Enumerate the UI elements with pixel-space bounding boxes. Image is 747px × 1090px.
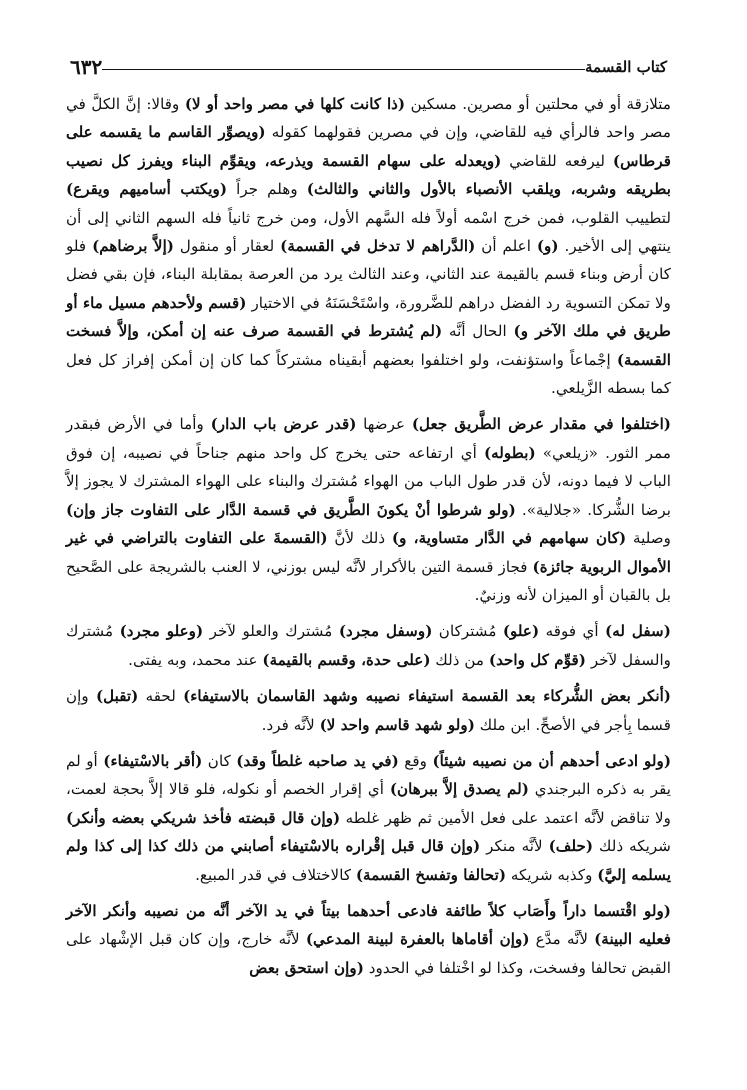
paragraph	[66, 897, 671, 982]
commentary-text: أو لم يقر به ذكره البرجندي	[66, 751, 671, 799]
commentary-text: أي ارتفاعه حتى يخرج كل واحد منهم جناحاً في نصيبه، إن فوق الباب لا فيما دونه، لأن قدر طول الباب من الهواء مُشترك والبناء على الهواء المشترك لا يجوز إلاَّ برضا الشُّركا. «جلالية».	[66, 443, 671, 519]
commentary-text: لأنَّه مدَّع	[529, 930, 595, 949]
bold-matn-text: (لم يُشترط في القسمة صرف عنه إن أمكن، وإلاَّ فسخت القسمة)	[66, 322, 671, 369]
commentary-text: أي إقرار الخصم أو نكوله، فلو قالا إلاَّ بحجة لعمت، ولا تناقض لأنَّه اعتمد على فعل الأمين ثم ظهر غلطه	[66, 780, 671, 827]
header-rule	[102, 69, 585, 70]
bold-matn-text: (قدر عرض باب الدار)	[210, 415, 357, 434]
paragraph	[66, 747, 671, 889]
bold-matn-text: (اختلفوا في مقدار عرض الطَّريق جعل)	[411, 415, 671, 434]
commentary-text: لحقه	[138, 687, 184, 706]
commentary-text: وكذبه شريكه	[506, 865, 598, 884]
bold-matn-text: (ويكتب أساميهم ويقرع)	[66, 180, 228, 199]
bold-matn-text: (وسفل مجرد)	[338, 622, 433, 641]
bold-matn-text: (القسمةَ على التفاوت بالتراضي في غير الأموال الربوية جائزة)	[66, 529, 671, 576]
commentary-text: لأنَّه خارج، وإن كان قبل الإشْهاد على القبض تحالفا وفسخت، وكذا لو اخْتلفا في الحدود	[66, 930, 671, 977]
bold-matn-text: (وإن قال قبل إقْراره بالاسْتيفاء أصابني من ذلك كذا إلى كذا ولم يسلمه إليَّ)	[66, 837, 671, 884]
bold-matn-text: (الدَّراهم لا تدخل في القسمة)	[280, 237, 476, 256]
commentary-text: من ذلك	[430, 650, 489, 669]
paragraph	[66, 90, 671, 402]
bold-matn-text: (ولو شهد قاسم واحد لا)	[319, 715, 475, 734]
bold-matn-text: (و)	[536, 237, 559, 256]
bold-matn-text: (وإن أقاماها بالعفرة لبينة المدعي)	[305, 930, 530, 949]
commentary-text: كالاختلاف في قدر المبيع.	[195, 865, 356, 884]
bold-matn-text: (على حدة، وقسم بالقيمة)	[262, 650, 431, 669]
bold-matn-text: (حلف)	[548, 837, 594, 856]
bold-matn-text: (أنكر بعض الشُّركاء بعد القسمة استيفاء نصيبه وشهد القاسمان بالاستيفاء)	[183, 687, 671, 706]
bold-matn-text: (إلاَّ برضاهم)	[92, 237, 174, 256]
bold-matn-text: (تحالفا وتفسخ القسمة)	[355, 865, 507, 884]
commentary-text: وإن قسما بِأجر في الأصحِّ. ابن ملك	[66, 687, 671, 734]
commentary-text: لأنَّه فرد.	[261, 715, 320, 734]
commentary-text: مُشترك والسفل لآخر	[66, 622, 671, 669]
bold-matn-text: (أقر بالاسْتيفاء)	[103, 751, 203, 770]
bold-matn-text: (وعلو مجرد)	[119, 622, 204, 641]
commentary-text: ليرفعه للقاضي	[501, 151, 613, 170]
bold-matn-text: (ولو ادعى أحدهم أن من نصيبه شيئاً)	[432, 751, 672, 770]
commentary-text: ذلك لأنَّ	[327, 529, 392, 548]
commentary-text: أي فوقه	[539, 622, 606, 641]
commentary-text: إجْماعاً واستؤنفت، ولو اختلفوا بعضهم أبقيناه مشتركاً كما كان إن أمكن إفراز كل فعل كما بسطه الزَّيلعي.	[66, 350, 671, 398]
commentary-text: عرضها	[356, 415, 412, 434]
bold-matn-text: (قسم ولأحدهم مسيل ماء أو طريق في ملك الآخر و)	[66, 293, 672, 341]
commentary-text: وأما في الأرض فبقدر ممر الثور. «زيلعي»	[66, 415, 672, 462]
commentary-text: وصلية	[626, 529, 671, 548]
bold-matn-text: (ويعدله على سهام القسمة ويذرعه، ويقوِّم البناء ويفرز كل نصيب بطريقه وشربه، ويلقب الأنصباء بالأول والثاني والثالث)	[66, 151, 671, 199]
page-number: ٦٣٢	[70, 55, 103, 79]
commentary-text: متلازقة أو في محلتين أو مصرين. مسكين	[405, 95, 671, 113]
commentary-text: مُشتركان	[432, 622, 503, 641]
commentary-text: وقالا: إنَّ الكلَّ في مصر واحد فالرأي فيه للقاضي، وإن في مصرين فقولهما كقوله	[66, 95, 671, 142]
paragraph	[66, 410, 671, 609]
paragraph	[66, 682, 671, 739]
bold-matn-text: (سفل له)	[605, 622, 671, 641]
page-header	[60, 52, 677, 82]
bold-matn-text: (وإن قال قبضته فأخذ شريكي بعضه وأنكر)	[66, 808, 341, 827]
paragraph	[66, 617, 671, 674]
bold-matn-text: (ولو اقْتسما داراً وأَصَاب كلاً طائفة فادعى أحدهما بيتاً في يد الآخر أنَّه من نصيبه وأنكر الآخر فعليه البينة)	[66, 901, 671, 949]
commentary-text: وقع	[398, 751, 433, 770]
bold-matn-text: (لم يصدق إلاَّ ببرهان)	[389, 780, 529, 799]
bold-matn-text: (بطوله)	[483, 443, 536, 462]
commentary-text: لأنَّه منكر	[480, 837, 549, 856]
commentary-text: مُشترك والعلو لآخر	[203, 622, 339, 641]
bold-matn-text: (كان سهامهم في الدَّار متساوية، و)	[391, 529, 627, 548]
book-title: كتاب القسمة	[584, 58, 667, 76]
commentary-text: فلو كان أرض وبناء قسم بالقيمة عند الثاني، وعند الثالث يرد من العرصة بمقابلة البناء، فإن بقي فضل ولا تمكن التسوية رد الفضل دراهم للضَّرورة، واسْتَحْسَنَهُ في الاختيار	[66, 237, 671, 312]
commentary-text: وهلم جراً	[227, 180, 307, 199]
commentary-text: عند محمد، وبه يفتى.	[128, 650, 263, 669]
bold-matn-text: (ولو شرطوا أنْ يكونَ الطَّريق في قسمة الدَّار على التفاوت جاز وإن)	[66, 500, 516, 519]
bold-matn-text: (قوِّم كل واحد)	[488, 650, 586, 669]
bold-matn-text: (علو)	[502, 622, 540, 641]
commentary-text: كان	[202, 751, 237, 770]
bold-matn-text: (ويصوِّر القاسم ما يقسمه على قرطاس)	[66, 123, 671, 170]
commentary-text: اعلم أن	[475, 237, 537, 256]
bold-matn-text: (تقبل)	[95, 687, 139, 706]
commentary-text: شريكه ذلك	[593, 837, 671, 856]
commentary-text: فجاز قسمة التين بالأكرار لأنَّه ليس بوزني، لا العنب بالشريجة على الصَّحيح بل بالقبان أو الميزان لأنه وزنيٌ.	[66, 557, 671, 604]
page-body	[66, 90, 671, 990]
bold-matn-text: (ذا كانت كلها في مصر واحد أو لا)	[184, 95, 406, 113]
bold-matn-text: (في يد صاحبه غلطاً وقد)	[236, 751, 399, 770]
commentary-text: لتطييب القلوب، فمن خرج اسْمه أولاً فله السَّهم الأول، ومن خرج ثانياً فله السهم الثاني إلى أن ينتهي إلى الأخير.	[66, 208, 671, 256]
commentary-text: الحال أنَّه	[442, 322, 514, 341]
bold-matn-text: (وإن استحق بعض	[249, 958, 364, 977]
commentary-text: لعقار أو منقول	[173, 237, 281, 256]
